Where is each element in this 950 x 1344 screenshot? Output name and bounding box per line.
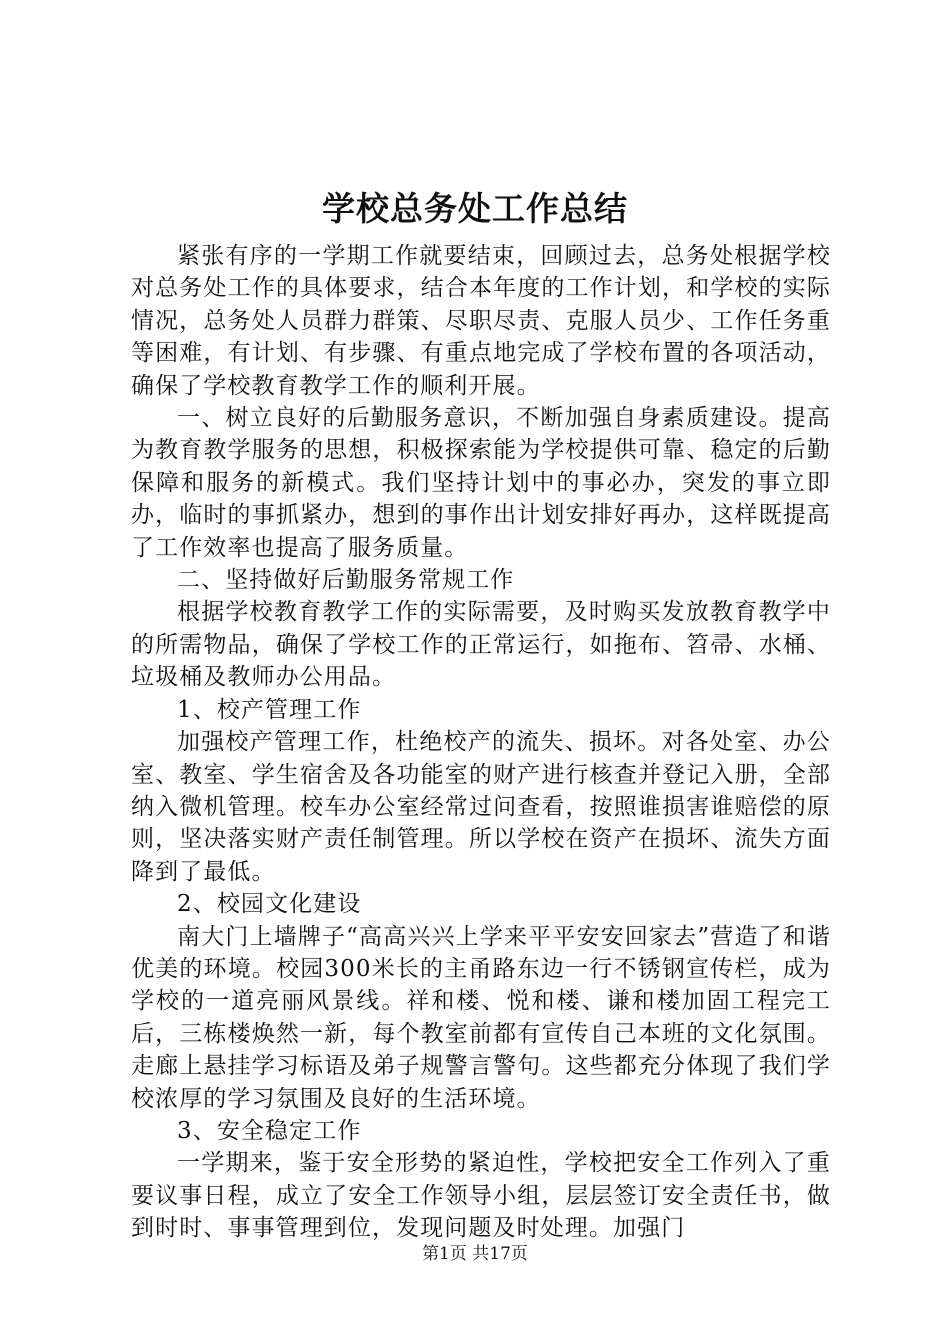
page-footer: 第1页 共17页 [422,1244,528,1264]
paragraph-intro: 紧张有序的一学期工作就要结束，回顾过去，总务处根据学校对总务处工作的具体要求，结合本年度的工作计划，和学校的实际情况，总务处人员群力群策、尽职尽责、克服人员少、工作任务重等困难，有计划、有步骤、有重点地完成了学校布置的各项活动，确保了学校教育教学工作的顺利开展。 [131,243,831,399]
subheading-asset-management: 1、校产管理工作 [177,696,362,723]
paragraph-section-1: 一、树立良好的后勤服务意识，不断加强自身素质建设。提高为教育教学服务的思想，积极探索能为学校提供可靠、稳定的后勤保障和服务的新模式。我们坚持计划中的事必办，突发的事立即办，临时的事抓紧办，想到的事作出计划安排好再办，这样既提高了工作效率也提高了服务质量。 [131,405,831,561]
subheading-campus-culture: 2、校园文化建设 [177,891,362,918]
document-body [131,240,831,1245]
paragraph-asset-management: 加强校产管理工作，杜绝校产的流失、损坏。对各处室、办公室、教室、学生宿舍及各功能室的财产进行核查并登记入册，全部纳入微机管理。校车办公室经常过问查看，按照谁损害谁赔偿的原则，坚决落实财产责任制管理。所以学校在资产在损坏、流失方面降到了最低。 [131,729,831,885]
paragraph-section-2: 根据学校教育教学工作的实际需要，及时购买发放教育教学中的所需物品，确保了学校工作的正常运行，如拖布、笤帚、水桶、垃圾桶及教师办公用品。 [131,599,831,691]
section-heading-2: 二、坚持做好后勤服务常规工作 [177,567,515,594]
subheading-safety: 3、安全稳定工作 [177,1117,362,1144]
document-title: 学校总务处工作总结 [322,189,628,228]
paragraph-safety: 一学期来，鉴于安全形势的紧迫性，学校把安全工作列入了重要议事日程，成立了安全工作领导小组，层层签订安全责任书，做到时时、事事管理到位，发现问题及时处理。加强门 [131,1150,831,1242]
paragraph-campus-culture: 南大门上墙牌子“高高兴兴上学来平平安安回家去”营造了和谐优美的环境。校园300米长的主甬路东边一行不锈钢宣传栏，成为学校的一道亮丽风景线。祥和楼、悦和楼、谦和楼加固工程完工后，三栋楼焕然一新，每个教室前都有宣传自己本班的文化氛围。走廊上悬挂学习标语及弟子规警言警句。这些都充分体现了我们学校浓厚的学习氛围及良好的生活环境。 [131,923,831,1112]
